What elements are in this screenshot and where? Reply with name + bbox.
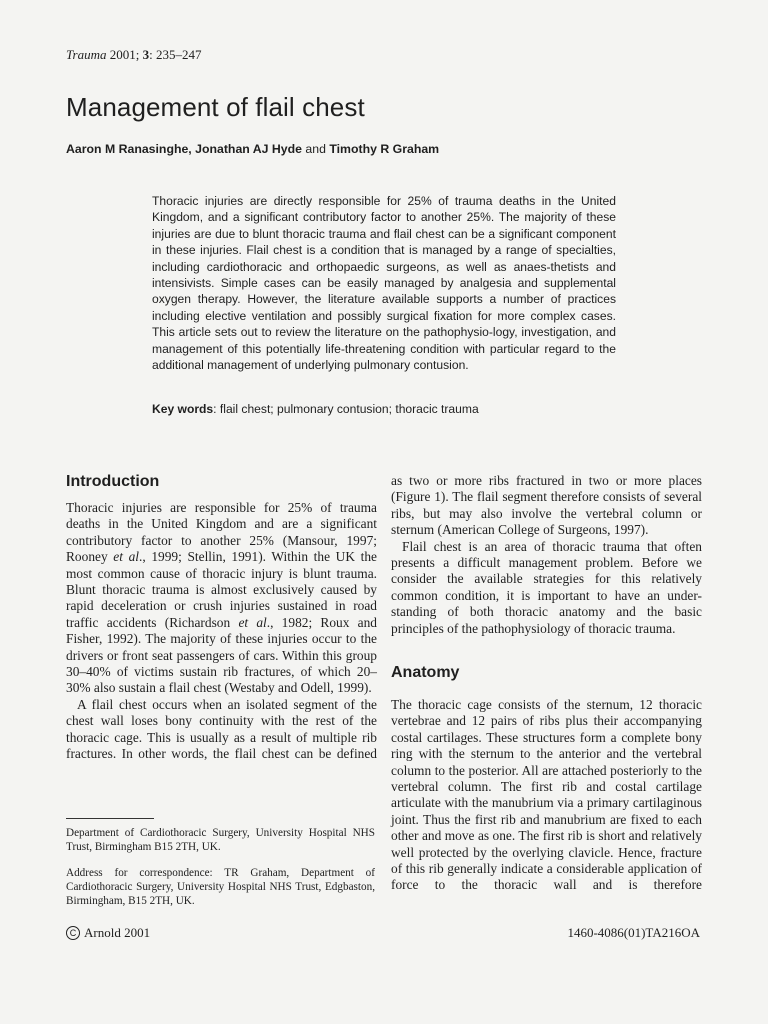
intro-p1-etal: et al <box>113 549 140 565</box>
left-column <box>66 500 377 763</box>
intro-paragraph-1 <box>66 500 377 697</box>
intro-p1-text-c: ., 1982; Roux and Fisher, 1992). The majority of these injuries occur to the drivers or front seat passengers of cars. Within this group 30–40% of victims sustain rib fractures, of which 20–30% also sustain a flail chest (Westaby and Odell, 1999). <box>66 614 377 696</box>
journal-citation <box>66 47 201 63</box>
intro-p1-text-a: Thoracic injuries are responsible for 25% of trauma deaths in the United Kingdom and are a significant contributory factor to another 25% (Mansour, 1997; Rooney <box>66 500 377 565</box>
citation-pages: : 235–247 <box>149 47 202 62</box>
citation-year: 2001; <box>106 47 143 62</box>
keywords <box>152 402 479 416</box>
article-code: 1460-4086(01)TA216OA <box>567 925 700 940</box>
author-list <box>66 142 439 156</box>
authors-and: and <box>301 142 330 156</box>
intro-p1-etal: et al <box>238 614 267 630</box>
publisher-copyright <box>66 925 150 941</box>
article-title: Management of flail chest <box>66 92 365 122</box>
abstract-text: Thoracic injuries are directly responsible for 25% of trauma deaths in the United Kingdom, and a significant contributory factor to another 25%. The majority of these injuries are due to blunt thoracic trauma and flail chest can be a significant component in these injuries. Flail chest is a condition that is managed by a range of specialties, including cardiothoracic and orthopaedic surgeons, as well as anaes-thetists and intensivists. Simple cases can be easily managed by analgesia and supplemental oxygen therapy. However, the literature available supports a number of practices including elective ventilation and possibly surgical fixation for more complex cases. This article sets out to review the literature on the pathophysio-logy, investigation, and management of this potentially life-threatening condition with particular regard to the additional management of underlying pulmonary contusion. <box>152 194 616 373</box>
anatomy-heading: Anatomy <box>391 664 460 681</box>
intro-paragraph-2: A flail chest occurs when an isolated segment of the chest wall loses bony continuity with the rest of the thoracic cage. This is usually as a result of multiple rib fractures. In other words, the flail chest can be defined <box>66 696 377 762</box>
intro-p1-text-b: ., 1999; Stellin, 1991). Within the UK the most common cause of thoracic injury is blunt trauma. Blunt thoracic trauma is almost exclusively caused by rapid deceleration or crush injuries sustained in road traffic accidents (Richardson <box>66 549 377 630</box>
definition-paragraph: as two or more ribs fractured in two or more places (Figure 1). The flail segment therefore consists of several ribs, but may also involve the vertebral column or sternum (American College of Surgeons, 1997). <box>391 473 702 538</box>
copyright-icon: C <box>66 926 80 940</box>
citation-volume: 3 <box>142 47 150 62</box>
affiliation-footnote: Department of Cardiothoracic Surgery, University Hospital NHS Trust, Birmingham B15 2TH, UK. <box>66 827 375 853</box>
right-column <box>391 473 702 637</box>
authors-last: Timothy R Graham <box>329 142 440 156</box>
publisher-name: Arnold 2001 <box>84 925 151 940</box>
problem-paragraph: Flail chest is an area of thoracic trauma that often presents a difficult management problem. Before we consider the available strategies for this relatively common condition, it is important to have an under-standing of both thoracic anatomy and the basic principles of the pathophysiology of thoracic trauma. <box>391 538 702 636</box>
keywords-list: : flail chest; pulmonary contusion; thoracic trauma <box>213 402 479 416</box>
anatomy-column <box>391 697 702 894</box>
authors-first: Aaron M Ranasinghe, Jonathan AJ Hyde <box>66 142 302 156</box>
keywords-label: Key words <box>152 402 214 416</box>
correspondence-footnote: Address for correspondence: TR Graham, Department of Cardiothoracic Surgery, University Hospital NHS Trust, Edgbaston, Birmingham, B15 2TH, UK. <box>66 867 375 907</box>
anatomy-paragraph: The thoracic cage consists of the sternum, 12 thoracic vertebrae and 12 pairs of ribs plus their accompanying costal cartilages. These structures form a complete bony ring with the sternum to the anterior and the vertebral column to the posterior. All are attached posteriorly to the vertebral column. The first rib and costal cartilage articulate with the manubrium via a primary cartilaginous joint. Thus the first rib and manubrium are fixed to each other and move as one. The first rib is short and relatively well protected by the overlying clavicle. Hence, fracture of this rib generally indicate a considerable application of force to the thoracic wall and is therefore <box>391 697 702 893</box>
journal-name: Trauma <box>66 47 107 62</box>
footnote-divider <box>66 818 154 819</box>
introduction-heading: Introduction <box>66 473 160 490</box>
